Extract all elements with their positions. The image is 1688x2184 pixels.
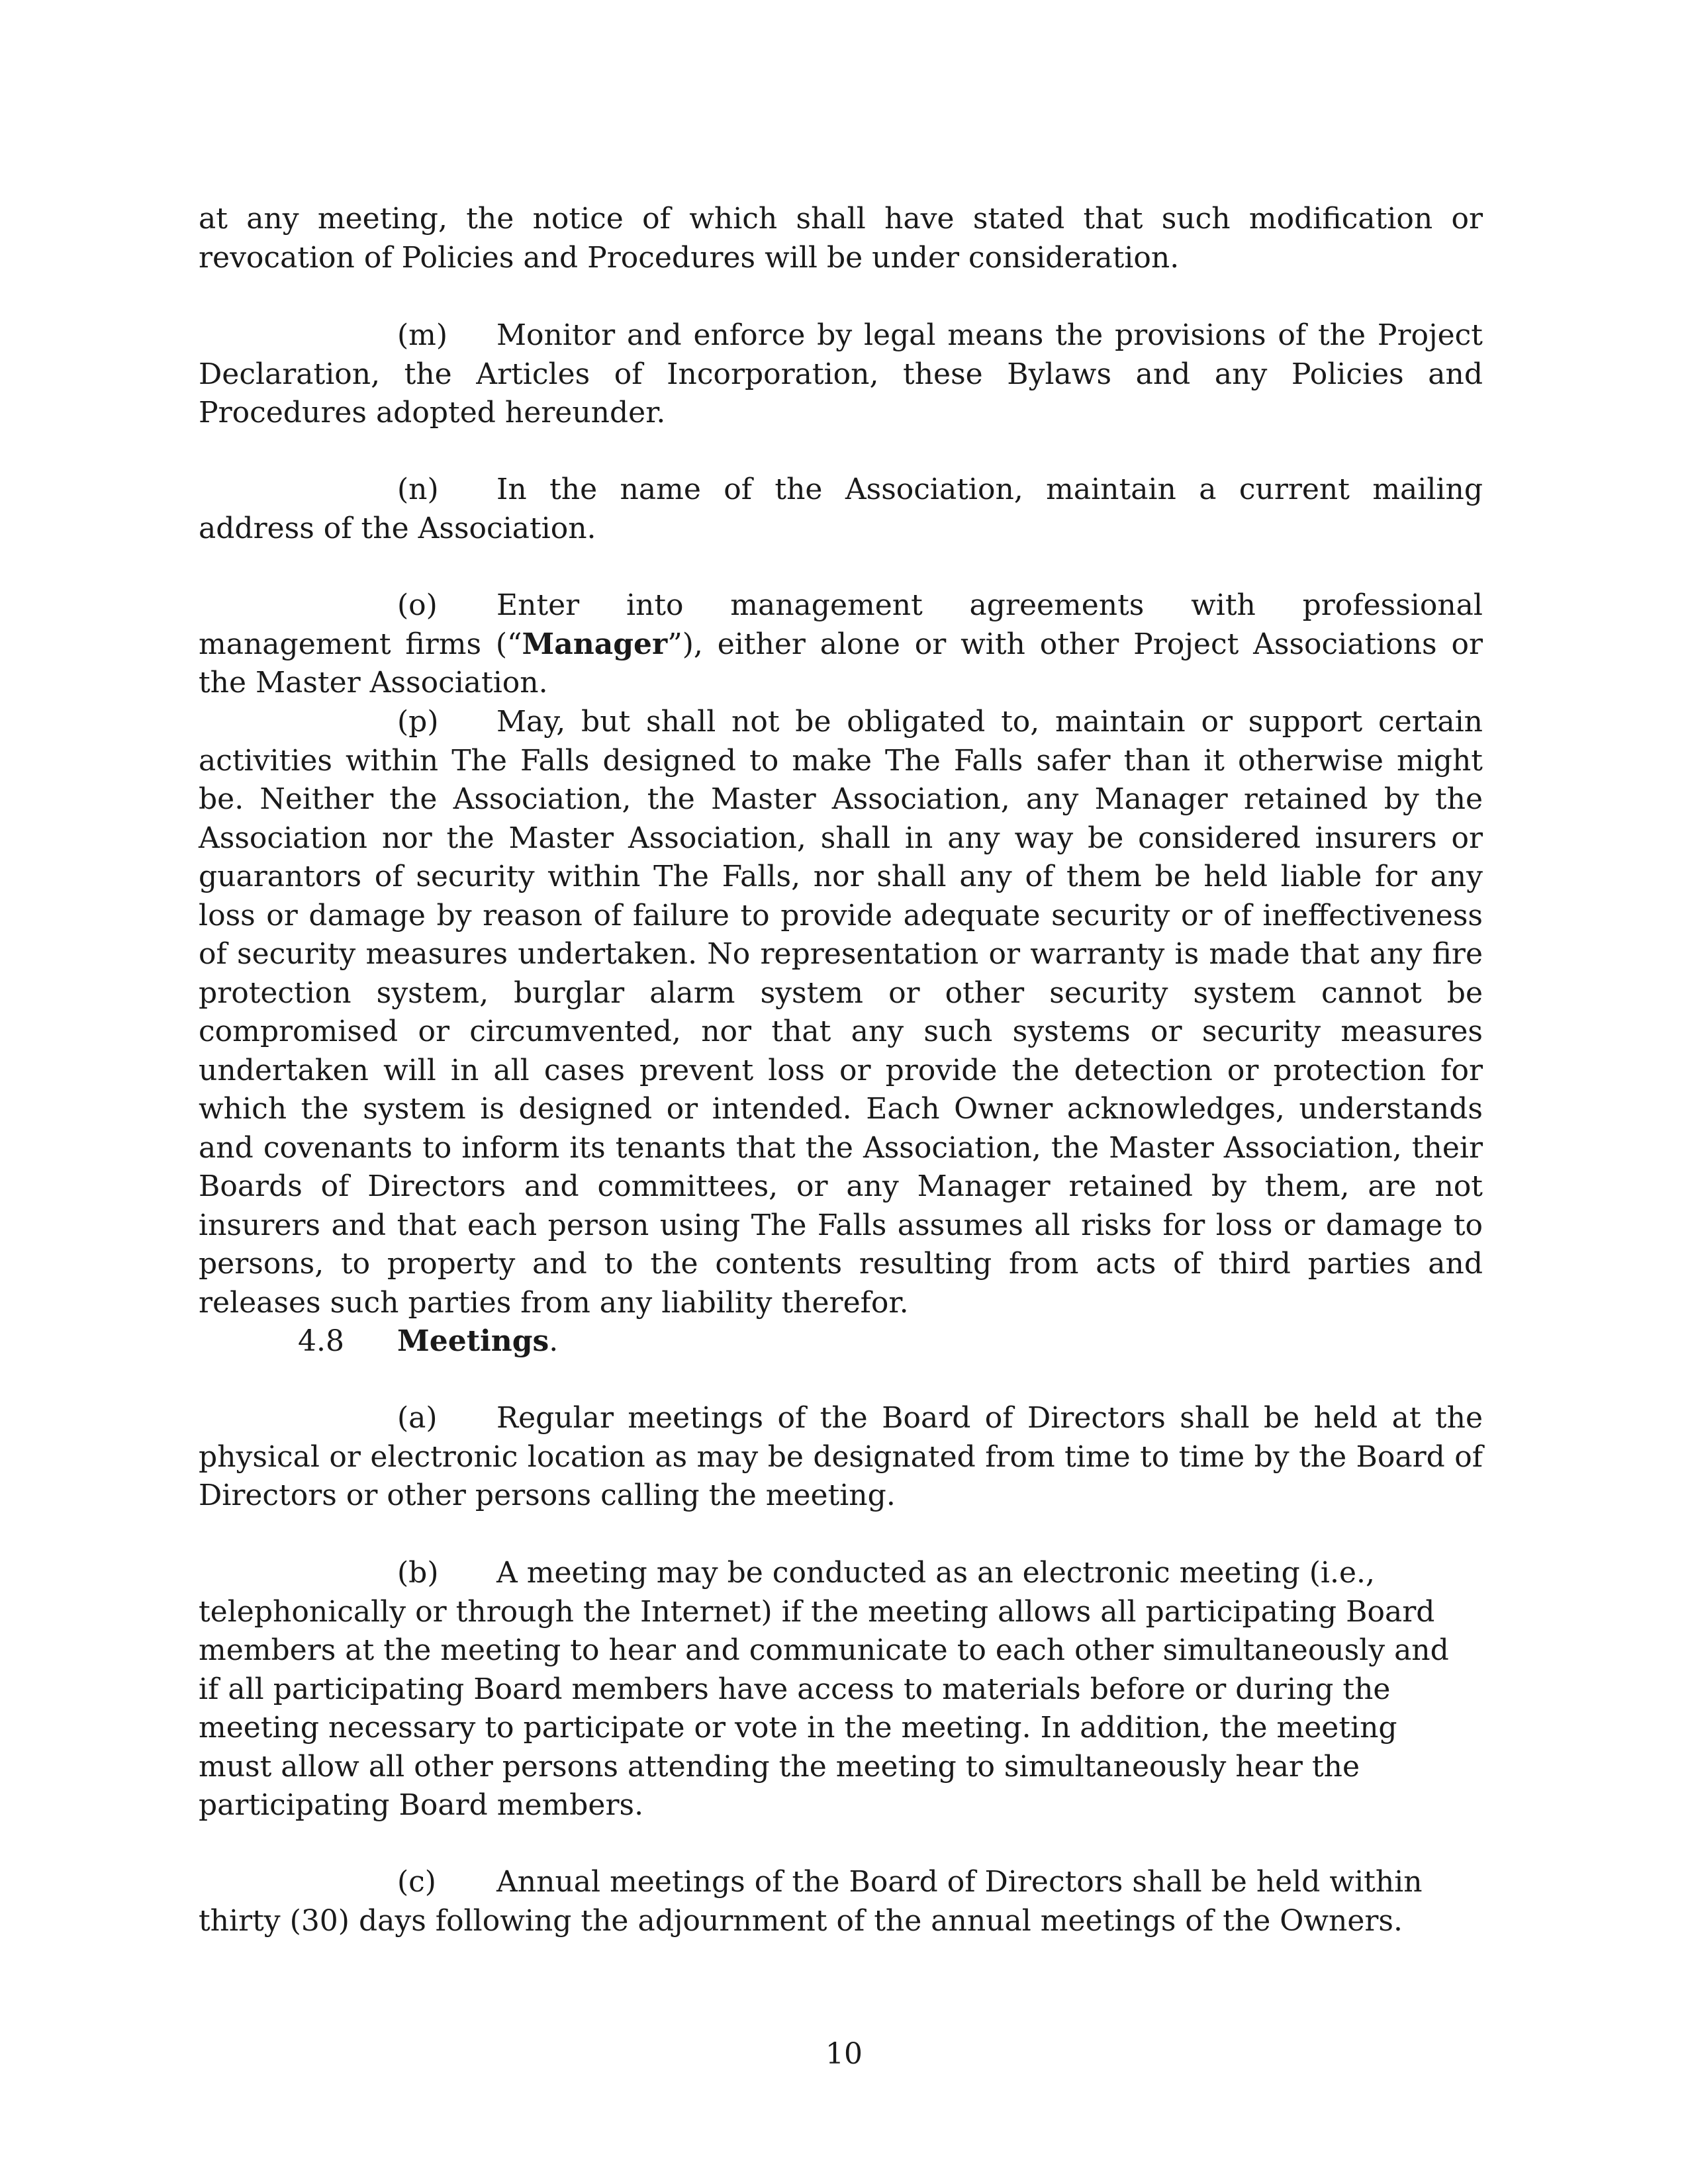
paragraph-label: (m)	[397, 318, 448, 352]
section-title-period: .	[549, 1324, 559, 1358]
section-heading	[298, 1322, 558, 1361]
paragraph-label: (p)	[397, 705, 439, 739]
paragraph-m	[199, 316, 1483, 433]
section-number: 4.8	[298, 1324, 344, 1358]
paragraph-text: Regular meetings of the Board of Directors shall be held at the physical or electronic location as may be designated from time to time by the Board of Directors or other persons calling the meeting.	[199, 1401, 1483, 1512]
paragraph-text: Monitor and enforce by legal means the provisions of the Project Declaration, the Articles of Incorporation, these Bylaws and any Policies and Procedures adopted hereunder.	[199, 318, 1483, 430]
defined-term-manager: Manager	[522, 627, 668, 661]
paragraph-c	[199, 1863, 1450, 1940]
paragraph-label: (o)	[397, 588, 438, 622]
paragraph-text: Enter into management agreements with professional management firms (“	[199, 588, 1483, 661]
paragraph-text: May, but shall not be obligated to, maintain or support certain activities within The Falls designed to make The Falls safer than it otherwise might be. Neither the Association, the Master Association, any Manager retained by the Association nor the Master Association, shall in any way be considered insurers or guarantors of security within The Falls, nor shall any of them be held liable for any loss or damage by reason of failure to provide adequate security or of ineffectiveness of security measures undertaken. No representation or warranty is made that any fire protection system, burglar alarm system or other security system cannot be compromised or circumvented, nor that any such systems or security measures undertaken will in all cases prevent loss or provide the detection or protection for which the system is designed or intended. Each Owner acknowledges, understands and covenants to inform its tenants that the Association, the Master Association, their Boards of Directors and committees, or any Manager retained by them, are not insurers and that each person using The Falls assumes all risks for loss or damage to persons, to property and to the contents resulting from acts of third parties and releases such parties from any liability therefor.	[199, 705, 1483, 1320]
paragraph-text: A meeting may be conducted as an electronic meeting (i.e., telephonically or through the Internet) if the meeting allows all participating Board members at the meeting to hear and communicate to each other simultaneously and if all participating Board members have access to materials before or during the meeting necessary to participate or vote in the meeting. In addition, the meeting must allow all other persons attending the meeting to simultaneously hear the participating Board members.	[199, 1556, 1449, 1822]
paragraph-l-continuation: at any meeting, the notice of which shall have stated that such modification or revocation of Policies and Procedures will be under consideration.	[199, 202, 1483, 275]
paragraph-label: (b)	[397, 1556, 439, 1590]
paragraph-text: In the name of the Association, maintain a current mailing address of the Association.	[199, 473, 1483, 545]
paragraph-label: (n)	[397, 473, 439, 506]
paragraph-a	[199, 1399, 1483, 1516]
section-title: Meetings	[397, 1324, 549, 1358]
paragraph-text: Annual meetings of the Board of Directors shall be held within thirty (30) days following the adjournment of the annual meetings of the Owners.	[199, 1865, 1423, 1938]
paragraph-n	[199, 471, 1483, 548]
paragraph-label: (a)	[397, 1401, 438, 1435]
paragraph-label: (c)	[397, 1865, 436, 1899]
paragraph-o	[199, 586, 1483, 703]
page-number: 10	[825, 2037, 863, 2071]
paragraph-p	[199, 703, 1483, 1322]
paragraph-text: ”), either alone or with other Project Associations or the Master Association.	[199, 627, 1483, 700]
paragraph-b	[199, 1554, 1450, 1825]
